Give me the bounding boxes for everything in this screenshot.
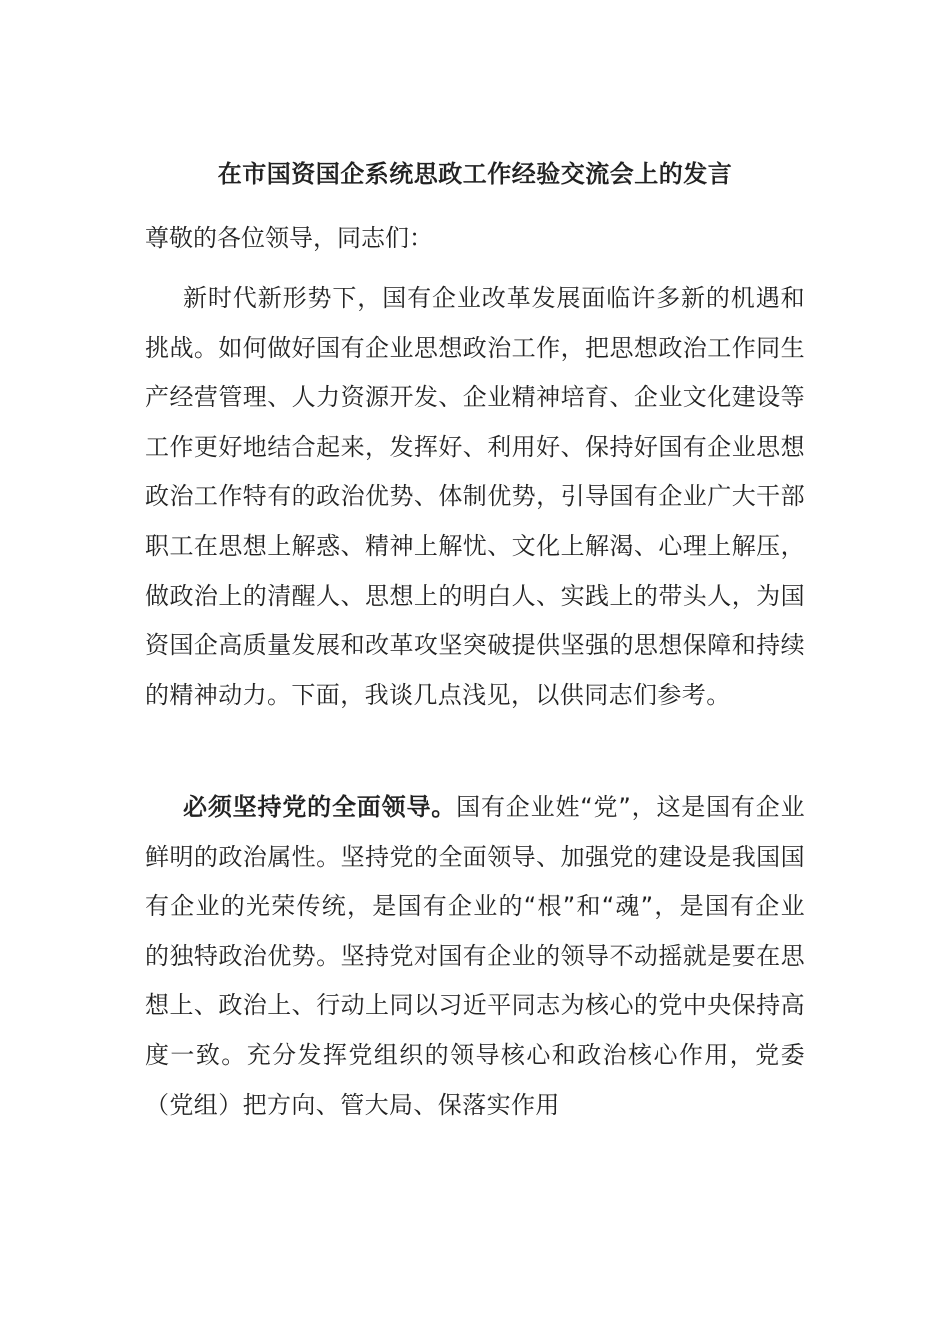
salutation: 尊敬的各位领导，同志们：: [145, 224, 433, 252]
document-title: 在市国资国企系统思政工作经验交流会上的发言: [217, 160, 733, 188]
paragraph-lead-heading: 必须坚持党的全面领导。: [183, 793, 457, 821]
paragraph-text: 新时代新形势下，国有企业改革发展面临许多新的机遇和挑战。如何做好国有企业思想政治工作，把思想政治工作同生产经营管理、人力资源开发、企业精神培育、企业文化建设等工作更好地结合起来，发挥好、利用好、保持好国有企业思想政治工作特有的政治优势、体制优势，引导国有企业广大干部职工在思想上解惑、精神上解忧、文化上解渴、心理上解压，做政治上的清醒人、思想上的明白人、实践上的带头人，为国资国企高质量发展和改革攻坚突破提供坚强的思想保障和持续的精神动力。下面，我谈几点浅见，以供同志们参考。: [145, 284, 805, 709]
paragraph-party-leadership: [145, 783, 805, 1130]
paragraph-intro: [145, 274, 805, 720]
paragraph-text: 国有企业姓“党”，这是国有企业鲜明的政治属性。坚持党的全面领导、加强党的建设是我国国有企业的光荣传统，是国有企业的“根”和“魂”，是国有企业的独特政治优势。坚持党对国有企业的领导不动摇就是要在思想上、政治上、行动上同以习近平同志为核心的党中央保持高度一致。充分发挥党组织的领导核心和政治核心作用，党委（党组）把方向、管大局、保落实作用: [145, 793, 805, 1119]
